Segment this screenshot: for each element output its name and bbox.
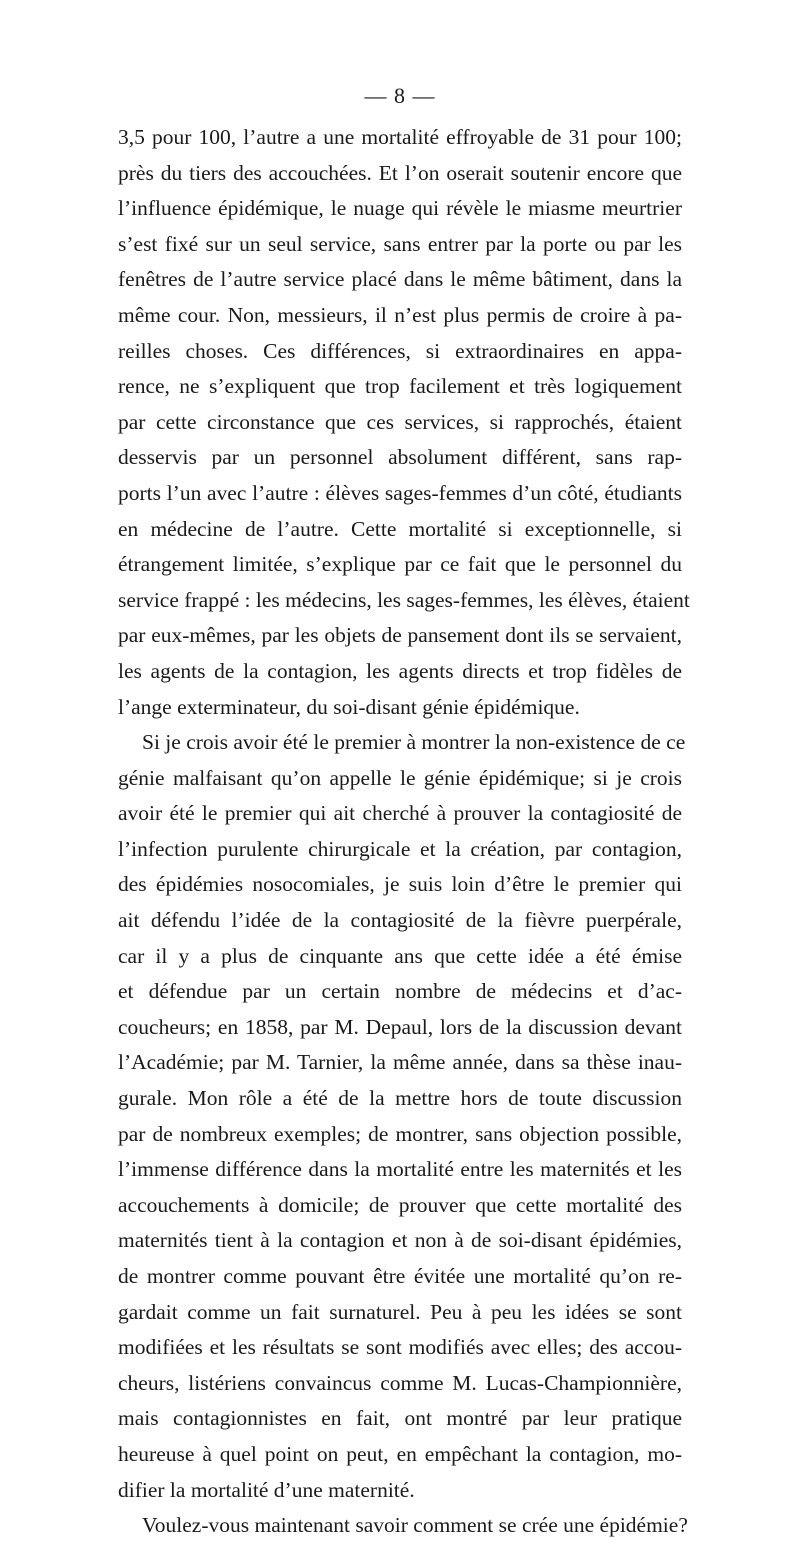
text-line: les agents de la contagion, les agents directs et trop fidèles de — [118, 658, 682, 683]
text-line: coucheurs; en 1858, par M. Depaul, lors de la discussion devant — [118, 1014, 682, 1039]
text-line: desservis par un personnel absolument différent, sans rap- — [118, 445, 682, 470]
text-line: ait défendu l’idée de la contagiosité de la fièvre puerpérale, — [118, 908, 682, 933]
page-number: — 8 — — [364, 83, 436, 108]
text-line: Voulez-vous maintenant savoir comment se crée une épidémie? — [142, 1513, 688, 1538]
text-line: par eux-mêmes, par les objets de pansement dont ils se servaient, — [118, 623, 682, 648]
text-line: l’ange exterminateur, du soi-disant génie épidémique. — [118, 694, 580, 719]
text-line: avoir été le premier qui ait cherché à prouver la contagiosité de — [118, 801, 682, 826]
text-line: heureuse à quel point on peut, en empêchant la contagion, mo- — [118, 1441, 682, 1466]
text-line: l’Académie; par M. Tarnier, la même année, dans sa thèse inau- — [118, 1050, 682, 1075]
text-line: et défendue par un certain nombre de médecins et d’ac- — [118, 979, 682, 1004]
text-line: génie malfaisant qu’on appelle le génie épidémique; si je crois — [118, 765, 682, 790]
text-line: l’influence épidémique, le nuage qui révèle le miasme meurtrier — [118, 196, 682, 221]
text-line: maternités tient à la contagion et non à de soi-disant épidémies, — [118, 1228, 682, 1253]
text-line: ports l’un avec l’autre : élèves sages-femmes d’un côté, étudiants — [118, 480, 682, 505]
text-line: rence, ne s’expliquent que trop facilement et très logiquement — [118, 374, 682, 399]
text-line: près du tiers des accouchées. Et l’on oserait soutenir encore que — [118, 160, 682, 185]
paragraph — [118, 725, 686, 1508]
text-line: par cette circonstance que ces services, si rapprochés, étaient — [118, 409, 682, 434]
text-line: même cour. Non, messieurs, il n’est plus permis de croire à pa- — [118, 302, 682, 327]
body-text — [118, 120, 690, 1544]
text-line: service frappé : les médecins, les sages-femmes, les élèves, étaient — [118, 587, 690, 612]
text-line: car il y a plus de cinquante ans que cette idée a été émise — [118, 943, 682, 968]
text-line: gardait comme un fait surnaturel. Peu à peu les idées se sont — [118, 1299, 682, 1324]
text-line: Si je crois avoir été le premier à montrer la non-existence de ce — [142, 730, 686, 755]
text-line: difier la mortalité d’une maternité. — [118, 1477, 415, 1502]
text-line: l’infection purulente chirurgicale et la création, par contagion, — [118, 836, 682, 861]
text-line: modifiées et les résultats se sont modifiés avec elles; des accou- — [118, 1335, 682, 1360]
text-line: s’est fixé sur un seul service, sans entrer par la porte ou par les — [118, 231, 682, 256]
text-line: de montrer comme pouvant être évitée une mortalité qu’on re- — [118, 1264, 682, 1288]
text-line: reilles choses. Ces différences, si extraordinaires en appa- — [118, 338, 682, 363]
text-line: 3,5 pour 100, l’autre a une mortalité effroyable de 31 pour 100; — [118, 125, 682, 149]
text-line: mais contagionnistes en fait, ont montré par leur pratique — [118, 1406, 682, 1431]
text-line: accouchements à domicile; de prouver que cette mortalité des — [118, 1192, 682, 1217]
text-line: des épidémies nosocomiales, je suis loin d’être le premier qui — [118, 872, 682, 897]
text-line: gurale. Mon rôle a été de la mettre hors de toute discussion — [118, 1086, 682, 1111]
text-line: fenêtres de l’autre service placé dans le même bâtiment, dans la — [118, 267, 682, 292]
paragraph — [118, 1508, 688, 1544]
text-line: étrangement limitée, s’explique par ce fait que le personnel du — [118, 552, 682, 577]
text-line: en médecine de l’autre. Cette mortalité si exceptionnelle, si — [118, 516, 682, 541]
text-line: l’immense différence dans la mortalité entre les maternités et les — [118, 1157, 682, 1182]
paragraph — [118, 120, 690, 725]
text-line: par de nombreux exemples; de montrer, sans objection possible, — [118, 1121, 682, 1146]
text-line: cheurs, listériens convaincus comme M. Lucas-Championnière, — [118, 1370, 682, 1395]
